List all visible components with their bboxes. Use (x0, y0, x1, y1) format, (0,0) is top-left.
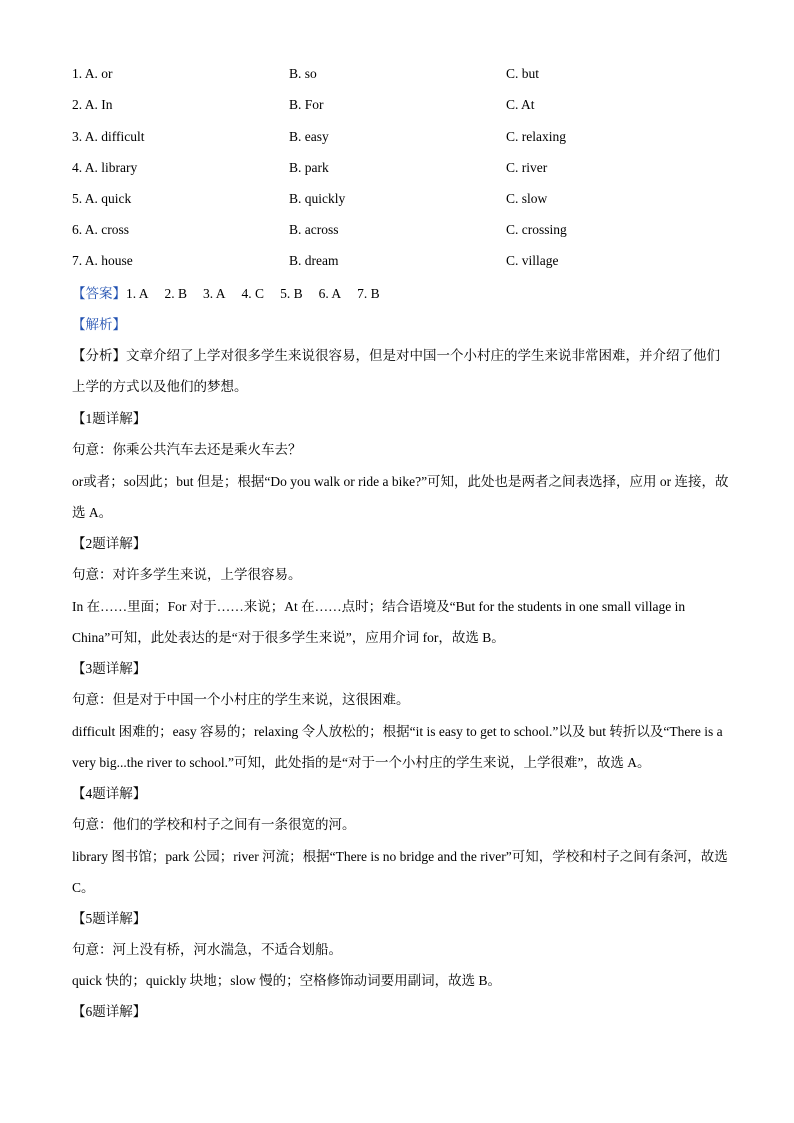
option-b: B. dream (289, 253, 339, 268)
option-row-3 (72, 129, 752, 149)
summary-text: 文章介绍了上学对很多学生来说很容易，但是对中国一个小村庄的学生来说非常困难，并介绍了他们上学的方式以及他们的梦想。 (72, 348, 720, 394)
q3-detail: difficult 困难的；easy 容易的；relaxing 令人放松的；根据“it is easy to get to school.”以及 but 转折以及“There is a very big...the river to school.”可知，此处指的是“对于一个小村庄的学生来说，上学很难”，故选 A。 (72, 724, 723, 770)
option-c: C. village (506, 253, 559, 268)
option-a: 3. A. difficult (72, 129, 145, 144)
option-row-5 (72, 191, 752, 211)
option-c: C. relaxing (506, 129, 566, 144)
q5-meaning: 句意：河上没有桥，河水湍急，不适合划船。 (72, 942, 342, 957)
answer-item: 2. B (164, 286, 188, 301)
option-c: C. but (506, 66, 540, 81)
q5-heading: 【5题详解】 (72, 911, 147, 926)
option-c: C. At (506, 97, 535, 112)
option-b: B. park (289, 160, 329, 175)
q4-detail: library 图书馆；park 公园；river 河流；根据“There is no bridge and the river”可知，学校和村子之间有条河，故选 C。 (72, 849, 728, 895)
q1-heading: 【1题详解】 (72, 411, 147, 426)
q6-heading: 【6题详解】 (72, 1004, 147, 1019)
option-a: 2. A. In (72, 97, 113, 112)
q3-heading: 【3题详解】 (72, 661, 147, 676)
q1-meaning: 句意：你乘公共汽车去还是乘火车去？ (72, 442, 302, 457)
option-c: C. crossing (506, 222, 567, 237)
q2-heading: 【2题详解】 (72, 536, 147, 551)
answer-item: 3. A (203, 286, 226, 301)
q4-meaning: 句意：他们的学校和村子之间有一条很宽的河。 (72, 817, 356, 832)
summary-paragraph (72, 340, 732, 402)
answer-item: 1. A (126, 286, 149, 301)
option-c: C. river (506, 160, 548, 175)
answer-item: 5. B (280, 286, 303, 301)
option-row-7 (72, 253, 752, 273)
option-row-4 (72, 160, 752, 180)
option-a: 6. A. cross (72, 222, 129, 237)
answer-tag: 【答案】 (72, 286, 126, 301)
answer-item: 6. A (318, 286, 342, 301)
answer-line (72, 284, 732, 304)
option-a: 5. A. quick (72, 191, 132, 206)
option-b: B. across (289, 222, 339, 237)
option-row-2 (72, 97, 752, 117)
q1-detail: or或者；so因此；but 但是；根据“Do you walk or ride a bike?”可知，此处也是两者之间表选择，应用 or 连接，故选 A。 (72, 474, 729, 520)
q4-heading: 【4题详解】 (72, 786, 147, 801)
option-b: B. quickly (289, 191, 346, 206)
option-b: B. easy (289, 129, 329, 144)
answer-item: 4. C (241, 286, 265, 301)
answer-item: 7. B (357, 286, 380, 301)
option-a: 1. A. or (72, 66, 113, 81)
analysis-tag: 【解析】 (72, 317, 126, 332)
option-a: 4. A. library (72, 160, 138, 175)
option-a: 7. A. house (72, 253, 133, 268)
q3-meaning: 句意：但是对于中国一个小村庄的学生来说，这很困难。 (72, 692, 410, 707)
option-b: B. For (289, 97, 324, 112)
q2-meaning: 句意：对许多学生来说，上学很容易。 (72, 567, 302, 582)
q2-detail: In 在……里面；For 对于……来说；At 在……点时；结合语境及“But for the students in one small village in China”可知，此处表达的是“对于很多学生来说”，应用介词 for，故选 B。 (72, 599, 686, 645)
option-row-6 (72, 222, 752, 242)
option-row-1 (72, 66, 752, 86)
option-c: C. slow (506, 191, 548, 206)
q5-detail: quick 快的；quickly 块地；slow 慢的；空格修饰动词要用副词，故选 B。 (72, 973, 501, 988)
option-b: B. so (289, 66, 317, 81)
summary-tag: 【分析】 (72, 348, 126, 363)
